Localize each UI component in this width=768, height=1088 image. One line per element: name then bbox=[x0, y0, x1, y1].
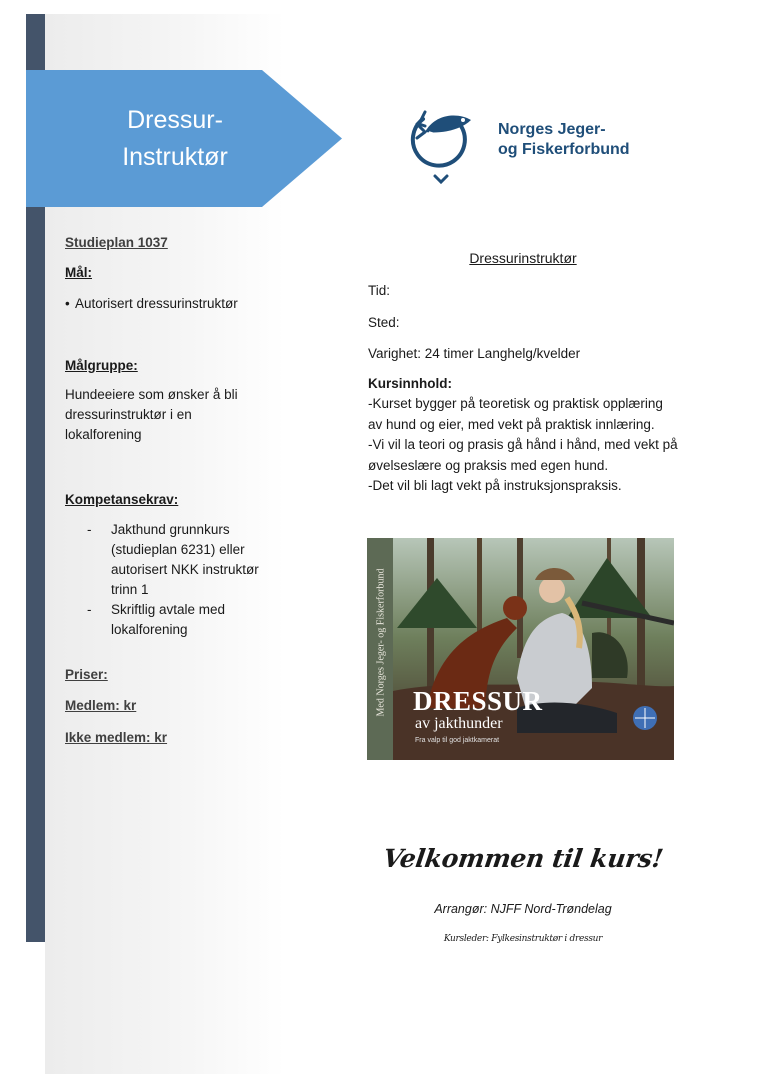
course-leader-text: Kursleder: Fylkesinstruktør i dressur bbox=[443, 934, 603, 944]
course-title: Dressurinstruktør bbox=[469, 250, 577, 266]
book-spine-text: Med Norges Jeger- og Fiskerforbund bbox=[375, 568, 387, 717]
njff-logo bbox=[395, 92, 657, 192]
logo-wordmark bbox=[498, 120, 630, 160]
logo-line2: og Fiskerforbund bbox=[498, 141, 630, 158]
forest-scene-icon bbox=[367, 538, 674, 760]
time-field: Tid: bbox=[368, 283, 391, 298]
goal-list bbox=[65, 294, 270, 314]
prices-heading: Priser: bbox=[65, 667, 108, 682]
page-title-line2: Instruktør bbox=[122, 143, 228, 171]
book-subtitle: av jakthunder bbox=[415, 715, 503, 732]
page-title-line1: Dressur- bbox=[127, 106, 223, 134]
fish-emblem-icon bbox=[395, 92, 485, 192]
duration-field: Varighet: 24 timer Langhelg/kvelder bbox=[368, 346, 581, 361]
requirement-item: - Skriftlig avtale med lokalforening bbox=[87, 600, 277, 640]
page-title bbox=[60, 102, 290, 176]
member-price: Medlem: kr bbox=[65, 698, 137, 713]
welcome-text: Velkommen til kurs! bbox=[381, 844, 665, 873]
requirements-heading: Kompetansekrav: bbox=[65, 492, 179, 507]
target-text: Hundeeiere som ønsker å bli dressurinstruktør i en lokalforening bbox=[65, 387, 238, 442]
content-line: -Kurset bygger på teoretisk og praktisk opplæring av hund og eier, med vekt på praktisk innlæring. bbox=[368, 396, 663, 432]
organizer-text: Arrangør: NJFF Nord-Trøndelag bbox=[434, 902, 612, 916]
studieplan-label: Studieplan 1037 bbox=[65, 235, 168, 250]
content-heading: Kursinnhold: bbox=[368, 376, 452, 391]
content-line: -Vi vil la teori og prasis gå hånd i hånd, med vekt på øvelseslære og praksis med egen hund. bbox=[368, 437, 678, 473]
content-body bbox=[368, 394, 680, 497]
book-cover-image bbox=[367, 538, 674, 760]
nonmember-price: Ikke medlem: kr bbox=[65, 730, 168, 745]
requirement-item: - Jakthund grunnkurs (studieplan 6231) eller autorisert NKK instruktør trinn 1 bbox=[87, 520, 277, 600]
place-field: Sted: bbox=[368, 315, 400, 330]
requirements-list bbox=[65, 520, 277, 640]
book-spine bbox=[367, 538, 393, 760]
content-line: -Det vil bli lagt vekt på instruksjonspraksis. bbox=[368, 478, 622, 493]
logo-line1: Norges Jeger- bbox=[498, 121, 606, 138]
goal-heading: Mål: bbox=[65, 265, 92, 280]
book-title: DRESSUR bbox=[413, 686, 543, 716]
target-heading: Målgruppe: bbox=[65, 358, 138, 373]
book-tagline: Fra valp til god jaktkamerat bbox=[415, 737, 500, 744]
goal-item: • Autorisert dressurinstruktør bbox=[65, 294, 270, 314]
